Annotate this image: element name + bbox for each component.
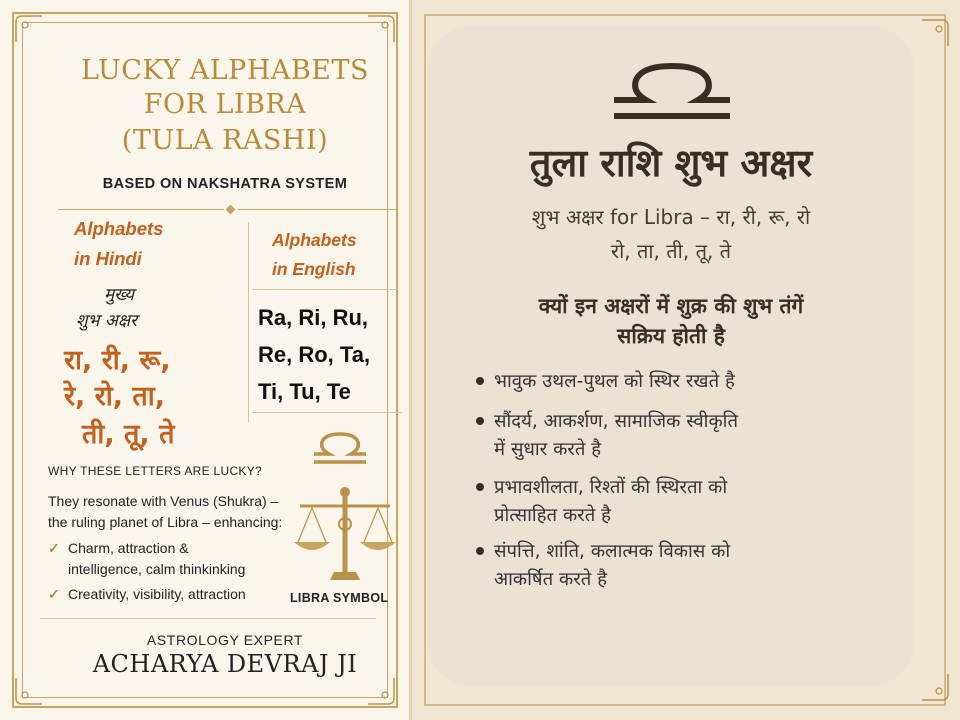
right-why-line: क्यों इन अक्षरों में शुक्र की शुभ तंगें xyxy=(538,294,804,318)
divider xyxy=(252,289,398,290)
bullet-text: प्रभावशीलता, रिश्तों की स्थिरता को xyxy=(494,477,728,498)
benefit-text: Charm, attraction & xyxy=(68,540,189,556)
bullet-text: भावुक उथल-पुथल को स्थिर रखते है xyxy=(494,371,735,392)
english-letters-line: Ti, Tu, Te xyxy=(258,379,351,404)
bullet-dot-icon xyxy=(476,377,484,385)
libra-glyph-icon xyxy=(310,430,370,466)
subtitle: BASED ON NAKSHATRA SYSTEM xyxy=(102,176,348,192)
corner-ornament-icon xyxy=(14,676,44,706)
corner-ornament-icon xyxy=(14,14,44,44)
divider xyxy=(238,209,396,210)
title-line: LUCKY ALPHABETS xyxy=(81,55,369,86)
header-line: Alphabets xyxy=(74,218,164,239)
bullet-text: सौंदर्य, आकर्शण, सामाजिक स्वीकृति xyxy=(494,411,739,432)
english-letters-line: Re, Ro, Ta, xyxy=(258,342,371,367)
bullet-text: में सुधार करते है xyxy=(494,439,602,460)
corner-ornament-icon xyxy=(366,676,396,706)
why-text-line: They resonate with Venus (Shukra) – xyxy=(48,493,279,509)
benefit-text: Creativity, visibility, attraction xyxy=(68,586,246,602)
header-line: Alphabets xyxy=(272,230,357,250)
hindi-letters-line: ती, तू, ते xyxy=(82,419,175,450)
title-line: FOR LIBRA xyxy=(143,89,307,120)
libra-symbol-caption: LIBRA SYMBOL xyxy=(290,591,389,605)
header-line: in English xyxy=(272,259,356,279)
hindi-label-main: मुख्य xyxy=(104,285,134,305)
benefit-item xyxy=(48,584,246,605)
bullet-dot-icon xyxy=(476,417,484,425)
benefit-text: intelligence, calm thinkinking xyxy=(68,561,246,577)
right-subline: शुभ अक्षर for Libra – रा, री, रू, रो xyxy=(531,205,811,229)
why-lucky-title: WHY THESE LETTERS ARE LUCKY? xyxy=(48,464,263,478)
expert-name: ACHARYA DEVRAJ JI xyxy=(92,650,358,678)
right-heading: तुला राशि शुभ अक्षर xyxy=(529,141,813,185)
corner-ornament-icon xyxy=(920,18,950,48)
hindi-letters-line: रे, रो, ता, xyxy=(64,381,166,412)
hindi-column-header xyxy=(74,214,163,274)
bullet-item xyxy=(494,368,735,396)
bullet-text: संपत्ति, शांति, कलात्मक विकास को xyxy=(494,541,731,562)
header-line: in Hindi xyxy=(74,248,142,269)
bullet-item xyxy=(494,408,738,464)
english-column-header xyxy=(272,226,357,284)
title-line: (TULA RASHI) xyxy=(121,125,329,156)
divider xyxy=(40,618,376,619)
corner-ornament-icon xyxy=(366,14,396,44)
why-text-line: the ruling planet of Libra – enhancing: xyxy=(48,514,283,530)
right-subline: रो, ता, ती, तू, ते xyxy=(610,239,732,263)
bullet-item xyxy=(494,538,730,594)
bullet-item xyxy=(494,474,727,530)
benefit-item xyxy=(48,538,245,580)
english-letters-line: Ra, Ri, Ru, xyxy=(258,305,369,330)
divider xyxy=(58,209,224,210)
bullet-dot-icon xyxy=(476,483,484,491)
column-divider xyxy=(248,222,249,422)
checkmark-icon: ✓ xyxy=(48,540,60,556)
corner-ornament-icon xyxy=(920,672,950,702)
bullet-text: आकर्षित करते है xyxy=(494,569,608,590)
libra-symbol-icon xyxy=(612,62,732,124)
libra-scales-icon xyxy=(290,484,400,588)
expert-label: ASTROLOGY EXPERT xyxy=(146,632,304,648)
checkmark-icon: ✓ xyxy=(48,586,60,602)
hindi-label-auspicious: शुभ अक्षर xyxy=(76,311,138,331)
bullet-dot-icon xyxy=(476,547,484,555)
hindi-letters-line: रा, री, रू, xyxy=(64,345,171,376)
divider xyxy=(252,412,402,413)
right-why-line: सक्रिय होती है xyxy=(617,324,725,348)
bullet-text: प्रोत्साहित करते है xyxy=(494,505,611,526)
